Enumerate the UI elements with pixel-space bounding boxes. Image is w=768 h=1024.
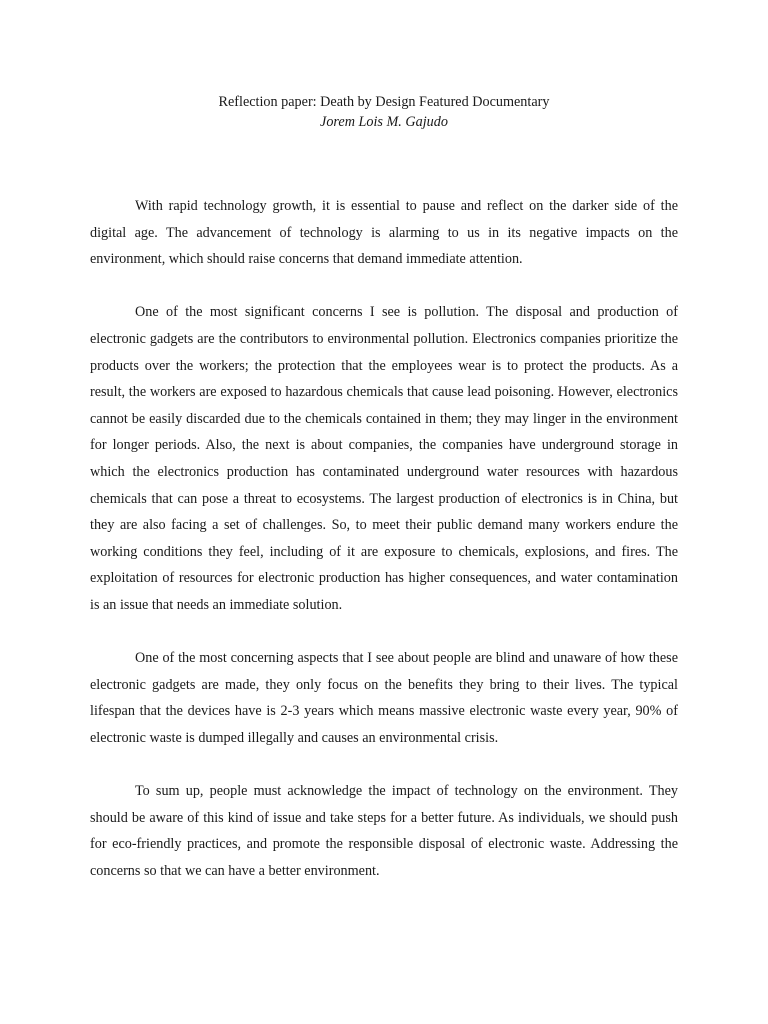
paragraph-intro: With rapid technology growth, it is essential to pause and reflect on the darker side of the digital age. The advancement of technology is alarming to us in its negative impacts on the environment, which should raise concerns that demand immediate attention. [90,198,678,268]
paragraph-pollution: One of the most significant concerns I see is pollution. The disposal and production of electronic gadgets are the contributors to environmental pollution. Electronics companies prioritize the products over the workers; the protection that the employees wear is to protect the products. As a result, the workers are exposed to hazardous chemicals that cause lead poisoning. However, electronics cannot be easily discarded due to the chemicals contained in them; they may linger in the environment for longer periods. Also, the next is about companies, the companies have underground storage in which the electronics production has contaminated underground water resources with hazardous chemicals that can pose a threat to ecosystems. The largest production of electronics is in China, but they are also facing a set of challenges. So, to meet their public demand many workers endure the working conditions they feel, including of it are exposure to chemicals, explosions, and fires. The exploitation of resources for electronic production has higher consequences, and water contamination is an issue that needs an immediate solution. [90,304,678,613]
document-title: Reflection paper: Death by Design Featured Documentary [218,94,550,110]
paragraph-awareness: One of the most concerning aspects that I see about people are blind and unaware of how these electronic gadgets are made, they only focus on the benefits they bring to their lives. The typical lifespan that the devices have is 2-3 years which means massive electronic waste every year, 90% of electronic waste is dumped illegally and causes an environmental crisis. [90,650,678,746]
document-author: Jorem Lois M. Gajudo [320,114,448,130]
paragraph-conclusion: To sum up, people must acknowledge the impact of technology on the environment. They should be aware of this kind of issue and take steps for a better future. As individuals, we should push for eco-friendly practices, and promote the responsible disposal of electronic waste. Addressing the concerns so that we can have a better environment. [90,783,678,879]
document-header [0,92,768,132]
document-body [90,193,678,911]
